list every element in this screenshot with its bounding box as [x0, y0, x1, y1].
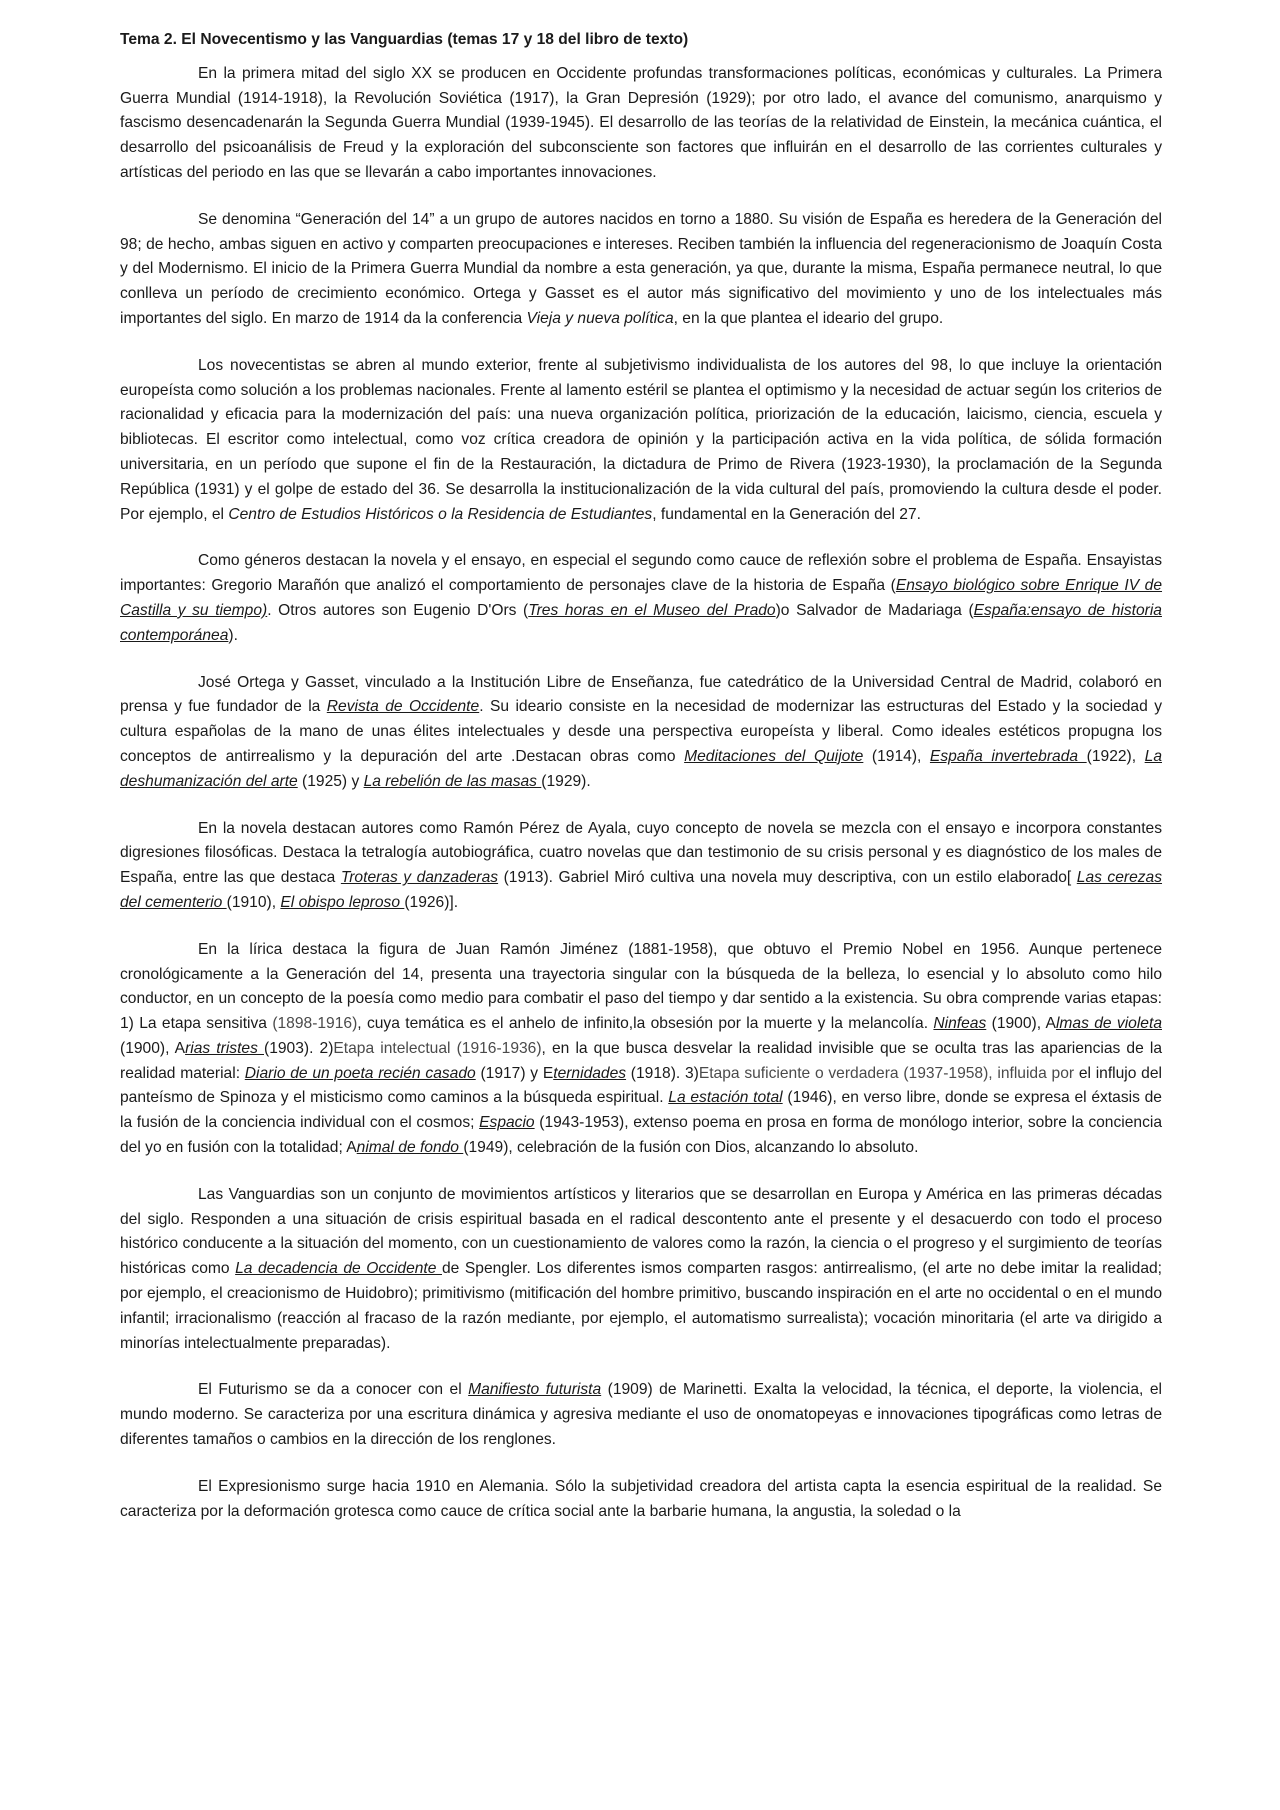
work-title: La decadencia de Occidente: [235, 1260, 442, 1278]
paragraph-ortega: José Ortega y Gasset, vinculado a la Institución Libre de Enseñanza, fue catedrático de la Universidad Central de Madrid, colaboró en prensa y fue fundador de la Revista de Occidente. Su ideario consiste en la necesidad de modernizar las estructuras del Estado y la sociedad y cultura españolas de la mano de unas élites intelectuales y desde una perspectiva europeísta y liberal. Como ideales estéticos propugna los conceptos de antirrealismo y la depuración del arte .Destacan obras como Meditaciones del Quijote (1914), España invertebrada (1922), La deshumanización del arte (1925) y La rebelión de las masas (1929).: [120, 673, 1162, 790]
work-title: La deshumanización del arte: [120, 747, 1162, 790]
paragraph-novela: En la novela destacan autores como Ramón Pérez de Ayala, cuyo concepto de novela se mezcla con el ensayo e incorpora constantes digresiones filosóficas. Destaca la tetralogía autobiográfica, cuatro novelas que dan testimonio de su crisis personal y es diagnóstico de los males de España, entre las que destaca Troteras y danzaderas (1913). Gabriel Miró cultiva una novela muy descriptiva, con un estilo elaborado[ Las cerezas del cementerio (1910), El obispo leproso (1926)].: [120, 819, 1163, 911]
institution-name: Centro de Estudios Históricos o la Residencia de Estudiantes: [228, 505, 653, 523]
work-title: Revista de Occidente: [326, 698, 480, 716]
work-title: Diario de un poeta recién casado: [244, 1064, 476, 1082]
etapa-suficiente: Etapa suficiente o verdadera (1937-1958), influida por: [698, 1064, 1079, 1082]
paragraph-futurismo: El Futurismo se da a conocer con el Manifiesto futurista (1909) de Marinetti. Exalta la velocidad, la técnica, el deporte, la violencia, el mundo moderno. Se caracteriza por una escritura dinámica y agresiva mediante el uso de onomatopeyas e innovaciones tipográficas como letras de diferentes tamaños o cambios en la dirección de los renglones.: [120, 1381, 1162, 1449]
work-title: España:ensayo de historia contemporánea: [120, 601, 1162, 644]
work-title: Troteras y danzaderas: [340, 869, 499, 887]
paragraph-expresionismo: El Expresionismo surge hacia 1910 en Alemania. Sólo la subjetividad creadora del artista capta la esencia espiritual de la realidad. Se caracteriza por la deformación grotesca como cauce de crítica social ante la barbarie humana, la angustia, la soledad o la: [120, 1477, 1162, 1520]
work-title: rias tristes: [185, 1039, 264, 1057]
work-title: La estación total: [668, 1089, 783, 1107]
work-title: Espacio: [479, 1114, 535, 1132]
work-title: Las cerezas del cementerio: [120, 869, 1163, 911]
work-title: La rebelión de las masas: [363, 772, 542, 790]
etapa-sensitiva: (1898-1916): [272, 1015, 358, 1033]
work-title: Ninfeas: [933, 1015, 987, 1033]
work-title: lmas de violeta: [1055, 1015, 1162, 1033]
document-title: Tema 2. El Novecentismo y las Vanguardias (temas 17 y 18 del libro de texto): [120, 31, 689, 48]
paragraph-intro: En la primera mitad del siglo XX se producen en Occidente profundas transformaciones políticas, económicas y culturales. La Primera Guerra Mundial (1914-1918), la Revolución Soviética (1917), la Gran Depresión (1929); por otro lado, el avance del comunismo, anarquismo y fascismo desencadenarán la Segunda Guerra Mundial (1939-1945). El desarrollo de las teorías de la relatividad de Einstein, la mecánica cuántica, el desarrollo del psicoanálisis de Freud y la exploración del subconsciente son factores que influirán en el desarrollo de las corrientes culturales y artísticas del periodo en las que se llevarán a cabo importantes innovaciones.: [120, 64, 1162, 181]
etapa-intelectual: Etapa intelectual (1916-1936): [333, 1039, 542, 1057]
work-title: ternidades: [553, 1064, 627, 1082]
paragraph-generacion-14: Se denomina “Generación del 14” a un grupo de autores nacidos en torno a 1880. Su visión de España es heredera de la Generación del 98; de hecho, ambas siguen en activo y comparten preocupaciones e intereses. Reciben también la influencia del regeneracionismo de Joaquín Costa y del Modernismo. El inicio de la Primera Guerra Mundial da nombre a esta generación, ya que, durante la misma, España permanece neutral, lo que conlleva un período de crecimiento económico. Ortega y Gasset es el autor más significativo del movimiento y uno de los intelectuales más importantes del siglo. En marzo de 1914 da la conferencia Vieja y nueva política, en la que plantea el ideario del grupo.: [120, 210, 1162, 327]
work-title: El obispo leproso: [280, 893, 405, 911]
paragraph-lirica: En la lírica destaca la figura de Juan Ramón Jiménez (1881-1958), que obtuvo el Premio Nobel en 1956. Aunque pertenece cronológicamente a la Generación del 14, presenta una trayectoria singular con la búsqueda de la belleza, lo esencial y lo absoluto como hilo conductor, en un concepto de la poesía como medio para combatir el paso del tiempo y dar sentido a la existencia. Su obra comprende varias etapas: 1) La etapa sensitiva (1898-1916), cuya temática es el anhelo de infinito,la obsesión por la muerte y la melancolía. Ninfeas (1900), Almas de violeta (1900), Arias tristes (1903). 2)Etapa intelectual (1916-1936), en la que busca desvelar la realidad invisible que se oculta tras las apariencias de la realidad material: Diario de un poeta recién casado (1917) y Eternidades (1918). 3)Etapa suficiente o verdadera (1937-1958), influida por el influjo del panteísmo de Spinoza y el misticismo como caminos a la búsqueda espiritual. La estación total (1946), en verso libre, donde se expresa el éxtasis de la fusión de la conciencia individual con el cosmos; Espacio (1943-1953), extenso poema en prosa en forma de monólogo interior, sobre la conciencia del yo en fusión con la totalidad; Animal de fondo (1949), celebración de la fusión con Dios, alcanzando lo absoluto.: [120, 940, 1163, 1157]
work-title: Vieja y nueva política: [526, 309, 674, 327]
work-title: España invertebrada: [929, 747, 1087, 765]
work-title: Manifiesto futurista: [468, 1381, 602, 1399]
paragraph-ensayo: Como géneros destacan la novela y el ensayo, en especial el segundo como cauce de reflexión sobre el problema de España. Ensayistas importantes: Gregorio Marañón que analizó el comportamiento de personajes clave de la historia de España (Ensayo biológico sobre Enrique IV de Castilla y su tiempo). Otros autores son Eugenio D'Ors (Tres horas en el Museo del Prado)o Salvador de Madariaga (España:ensayo de historia contemporánea).: [120, 552, 1163, 644]
work-title: Ensayo biológico sobre Enrique IV de Castilla y su tiempo): [120, 577, 1163, 619]
work-title: Tres horas en el Museo del Prado: [528, 601, 776, 619]
paragraph-novecentistas: Los novecentistas se abren al mundo exterior, frente al subjetivismo individualista de los autores del 98, lo que incluye la orientación europeísta como solución a los problemas nacionales. Frente al lamento estéril se plantea el optimismo y la necesidad de actuar según los criterios de racionalidad y eficacia para la modernización del país: una nueva organización política, priorización de la educación, laicismo, ciencia, escuela y bibliotecas. El escritor como intelectual, como voz crítica creadora de opinión y la participación activa en la vida política, de sólida formación universitaria, en un período que supone el fin de la Restauración, la dictadura de Primo de Rivera (1923-1930), la proclamación de la Segunda República (1931) y el golpe de estado del 36. Se desarrolla la institucionalización de la vida cultural del país, promoviendo la cultura desde el poder. Por ejemplo, el Centro de Estudios Históricos o la Residencia de Estudiantes, fundamental en la Generación del 27.: [120, 356, 1162, 523]
work-title: nimal de fondo: [356, 1139, 464, 1157]
work-title: Meditaciones del Quijote: [684, 747, 864, 765]
document-body: [120, 28, 1162, 1546]
paragraph-vanguardias: Las Vanguardias son un conjunto de movimientos artísticos y literarios que se desarrollan en Europa y América en las primeras décadas del siglo. Responden a una situación de crisis espiritual basada en el radical descontento ante el presente y el desacuerdo con todo el proceso histórico conducente a la situación del momento, con un cuestionamiento de valores como la razón, la ciencia o el progreso y el surgimiento de teorías históricas como La decadencia de Occidente de Spengler. Los diferentes ismos comparten rasgos: antirrealismo, (el arte no debe imitar la realidad; por ejemplo, el creacionismo de Huidobro); primitivismo (mitificación del hombre primitivo, buscando inspiración en el arte no occidental o en el mundo infantil; irracionalismo (reacción al fracaso de la razón mediante, por ejemplo, el automatismo surrealista); vocación minoritaria (el arte va dirigido a minorías intelectualmente preparadas).: [120, 1185, 1162, 1352]
